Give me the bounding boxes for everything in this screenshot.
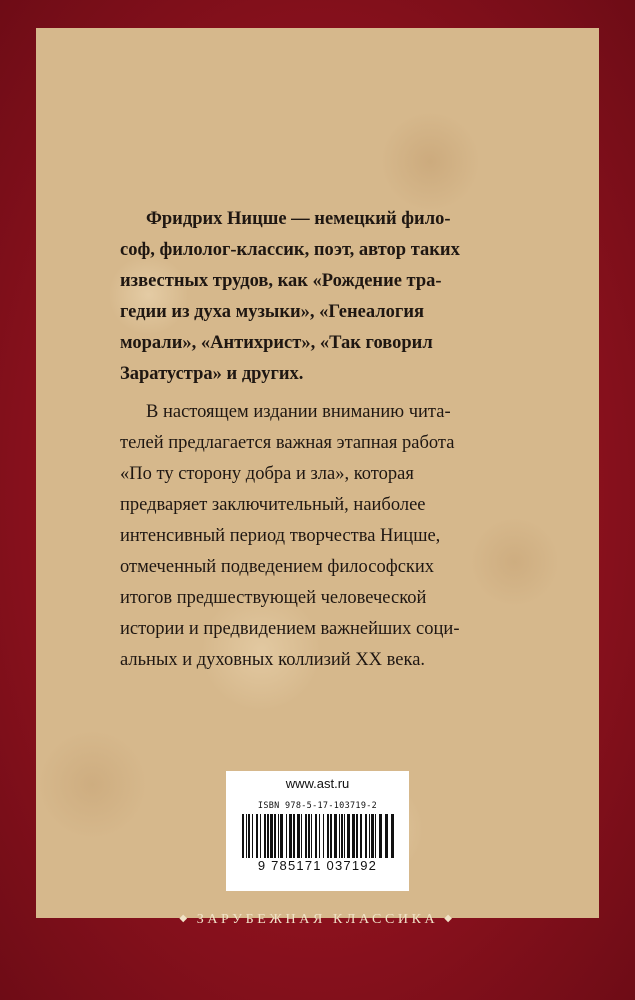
series-title <box>0 912 635 928</box>
barcode-bar <box>375 814 376 858</box>
barcode-bar <box>385 814 388 858</box>
barcode-bar <box>286 814 287 858</box>
text-line: морали», «Антихрист», «Так говорил <box>120 333 433 353</box>
barcode-bar <box>267 814 269 858</box>
barcode-bar <box>319 814 320 858</box>
barcode-bar <box>280 814 283 858</box>
author-description <box>120 204 563 390</box>
barcode-bar <box>311 814 312 858</box>
ornament-left-icon: ◆ <box>179 913 191 924</box>
barcode-bar <box>323 814 324 858</box>
text-line: известных трудов, как «Рождение тра- <box>120 271 442 291</box>
barcode-bar <box>391 814 394 858</box>
barcode-digits: 9 785171 037192 <box>257 858 378 873</box>
edition-description <box>120 397 563 676</box>
barcode-bar <box>278 814 279 858</box>
barcode-bar <box>301 814 302 858</box>
barcode-bar <box>356 814 358 858</box>
barcode-bar <box>330 814 332 858</box>
text-line: истории и предвидением важнейших соци- <box>120 619 460 639</box>
barcode-bar <box>379 814 382 858</box>
text-line: интенсивный период творчества Ницше, <box>120 526 441 546</box>
text-line: Фридрих Ницше — немецкий фило- <box>146 209 451 229</box>
barcode-bar <box>246 814 247 858</box>
text-line: предваряет заключительный, наиболее <box>120 495 426 515</box>
text-line: гедии из духа музыки», «Генеалогия <box>120 302 424 322</box>
barcode-bar <box>297 814 300 858</box>
barcode-bar <box>369 814 370 858</box>
text-line: Заратустра» и других. <box>120 364 304 384</box>
barcode-bar <box>371 814 374 858</box>
isbn-barcode-box <box>226 771 409 891</box>
barcode-bar <box>339 814 340 858</box>
text-line: телей предлагается важная этапная работа <box>120 433 455 453</box>
barcode-bar <box>252 814 253 858</box>
ornament-right-icon: ◆ <box>444 913 456 924</box>
barcode-bar <box>274 814 276 858</box>
barcode-bar <box>264 814 266 858</box>
barcode-bar <box>308 814 310 858</box>
barcode-bar <box>305 814 307 858</box>
text-line: соф, филолог-классик, поэт, автор таких <box>120 240 460 260</box>
barcode-bar <box>293 814 295 858</box>
isbn-number: ISBN 978-5-17-103719-2 <box>257 801 378 811</box>
publisher-website: www.ast.ru <box>285 776 350 791</box>
barcode-bar <box>256 814 258 858</box>
barcode-bar <box>352 814 355 858</box>
barcode-bar <box>344 814 345 858</box>
barcode-bar <box>248 814 250 858</box>
barcode-bar <box>327 814 329 858</box>
series-name: ЗАРУБЕЖНАЯ КЛАССИКА <box>196 912 439 927</box>
barcode-bar <box>341 814 343 858</box>
barcode-bar <box>334 814 337 858</box>
barcode <box>238 814 398 858</box>
barcode-bar <box>270 814 273 858</box>
text-line: В настоящем издании вниманию чита- <box>146 402 451 422</box>
barcode-bar <box>242 814 244 858</box>
text-line: отмеченный подведением философских <box>120 557 435 577</box>
barcode-bar <box>347 814 350 858</box>
text-line: альных и духовных коллизий XX века. <box>120 650 426 670</box>
barcode-bar <box>315 814 317 858</box>
text-line: «По ту сторону добра и зла», которая <box>120 464 414 484</box>
barcode-bar <box>365 814 367 858</box>
text-line: итогов предшествующей человеческой <box>120 588 427 608</box>
barcode-bar <box>360 814 362 858</box>
barcode-bar <box>260 814 261 858</box>
barcode-bar <box>289 814 292 858</box>
